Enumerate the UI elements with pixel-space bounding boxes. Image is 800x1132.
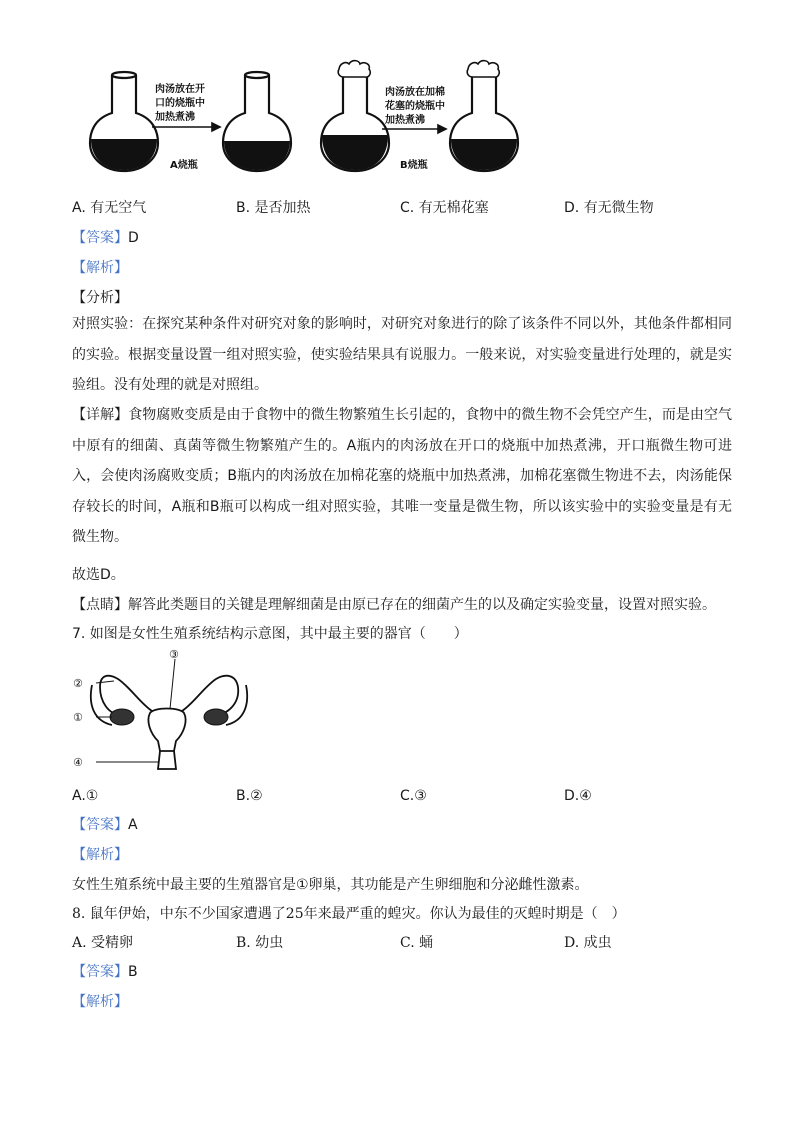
diagram-label-3: ③ (169, 648, 179, 661)
q7-analysis-text: 女性生殖系统中最主要的生殖器官是①卵巢，其功能是产生卵细胞和分泌雌性激素。 (72, 877, 589, 893)
q8-stem: 8. 鼠年伊始，中东不少国家遭遇了25年来最严重的蝗灾。你认为最佳的灭蝗时期是（ ） (72, 906, 626, 922)
q6-option-c: C. 有无棉花塞 (400, 200, 489, 216)
q8-option-a: A. 受精卵 (72, 935, 134, 951)
q8-answer-tag: 【答案】 (72, 964, 128, 980)
q6-option-a: A. 有无空气 (72, 200, 147, 216)
q6-analysis-tag: 【解析】 (72, 260, 128, 276)
arrow2-line-1: 肉汤放在加棉 (385, 87, 445, 98)
q8-option-b: B. 幼虫 (236, 935, 284, 951)
q8-option-c: C. 蛹 (400, 935, 434, 951)
q6-conclusion: 故选D。 (72, 567, 125, 583)
diagram-label-4: ④ (73, 756, 83, 769)
q6-answer: 【答案】D (72, 230, 139, 246)
q7-answer-tag: 【答案】 (72, 817, 128, 833)
flask-b-label: B烧瓶 (400, 160, 428, 171)
q6-dianjing (72, 595, 716, 615)
q6-fenxi-text: 对照实验：在探究某种条件对研究对象的影响时，对研究对象进行的除了该条件不同以外，其他条件都相同的实验。根据变量设置一组对照实验，使实验结果具有说服力。一般来说，对实验变量进行处理的，就是实验组。没有处理的就是对照组。 (72, 316, 732, 393)
q6-dianjing-text: 解答此类题目的关键是理解细菌是由原已存在的细菌产生的以及确定实验变量，设置对照实验。 (128, 597, 716, 613)
q6-dianjing-tag: 【点睛】 (72, 597, 128, 613)
q6-option-b: B. 是否加热 (236, 200, 311, 216)
female-reproductive-diagram (70, 645, 260, 775)
q7-option-a: A.① (72, 788, 99, 804)
diagram-label-2: ② (73, 677, 83, 690)
arrow2-line-3: 加热煮沸 (385, 115, 425, 126)
diagram-label-1: ① (73, 711, 83, 724)
arrow2-line-2: 花塞的烧瓶中 (385, 101, 445, 112)
q8-option-d: D. 成虫 (564, 935, 612, 951)
q7-answer: 【答案】A (72, 817, 138, 833)
q7-option-b: B.② (236, 788, 263, 804)
q7-option-c: C.③ (400, 788, 427, 804)
q6-xiangjie-tag: 【详解】 (72, 407, 129, 423)
q7-analysis-tag: 【解析】 (72, 847, 128, 863)
flask-a-label: A烧瓶 (170, 160, 198, 171)
q8-answer: 【答案】B (72, 964, 138, 980)
arrow1-line-2: 口的烧瓶中 (155, 98, 205, 109)
q8-analysis-tag: 【解析】 (72, 994, 128, 1010)
arrow1-line-3: 加热煮沸 (155, 112, 195, 123)
q6-option-d: D. 有无微生物 (564, 200, 654, 216)
q6-xiangjie-text: 食物腐败变质是由于食物中的微生物繁殖生长引起的，食物中的微生物不会凭空产生，而是由空气中原有的细菌、真菌等微生物繁殖产生的。A瓶内的肉汤放在开口的烧瓶中加热煮沸，开口瓶微生物可进入，会使肉汤腐败变质；B瓶内的肉汤放在加棉花塞的烧瓶中加热煮沸，加棉花塞微生物进不去，肉汤能保存较长的时间，A瓶和B瓶可以构成一组对照实验，其唯一变量是微生物，所以该实验中的实验变量是有无微生物。 (72, 407, 733, 545)
q7-option-d: D.④ (564, 788, 592, 804)
q6-answer-tag: 【答案】 (72, 230, 128, 246)
q6-fenxi-tag: 【分析】 (72, 290, 128, 306)
flask-experiment-figure (60, 55, 530, 180)
arrow1-line-1: 肉汤放在开 (155, 84, 205, 95)
q7-stem: 7. 如图是女性生殖系统结构示意图，其中最主要的器官（ ） (72, 626, 468, 642)
q6-xiangjie (72, 400, 732, 553)
